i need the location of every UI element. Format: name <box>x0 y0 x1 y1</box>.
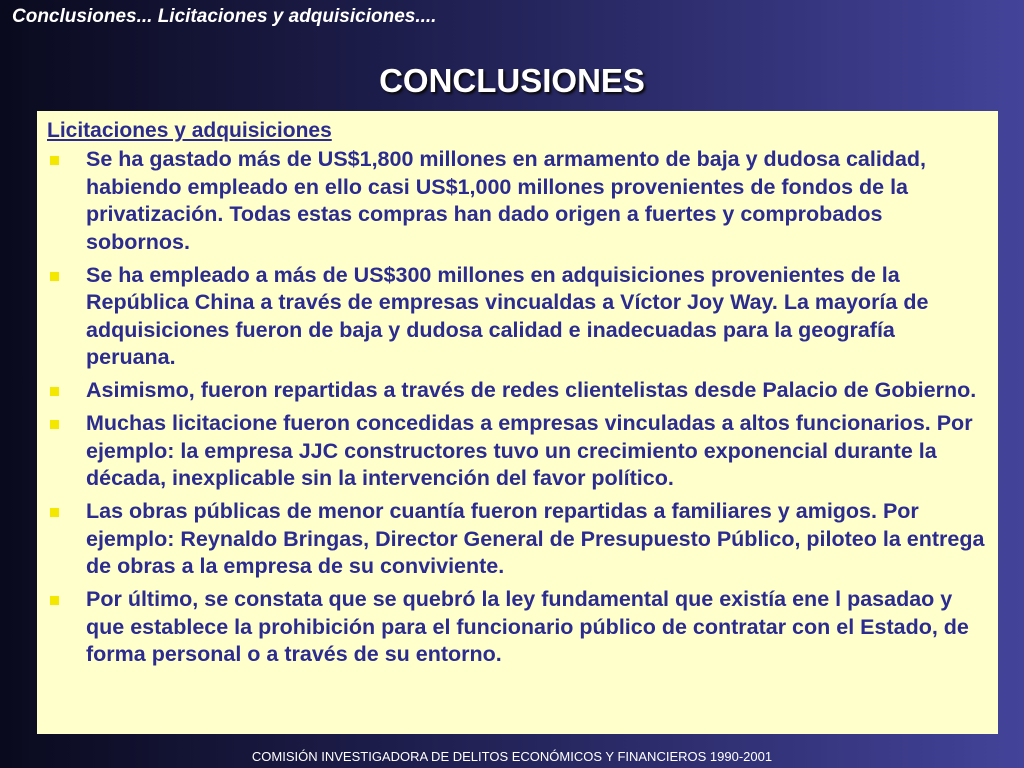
bullet-item <box>47 377 988 405</box>
square-bullet-icon <box>50 420 59 429</box>
bullet-text: Asimismo, fueron repartidas a través de redes clientelistas desde Palacio de Gobierno. <box>86 378 977 402</box>
square-bullet-icon <box>50 272 59 281</box>
bullet-list <box>47 146 988 669</box>
square-bullet-icon <box>50 508 59 517</box>
bullet-text: Muchas licitacione fueron concedidas a empresas vinculadas a altos funcionarios. Por ejemplo: la empresa JJC constructores tuvo un crecimiento exponencial durante la década, inexplicable sin la intervención del favor político. <box>86 411 973 490</box>
bullet-text: Se ha gastado más de US$1,800 millones en armamento de baja y dudosa calidad, habiendo empleado en ello casi US$1,000 millones provenientes de fondos de la privatización. Todas estas compras han dado origen a fuertes y comprobados sobornos. <box>86 147 927 254</box>
square-bullet-icon <box>50 387 59 396</box>
square-bullet-icon <box>50 156 59 165</box>
slide-main-title: CONCLUSIONES <box>379 62 645 99</box>
bullet-item <box>47 498 988 581</box>
bullet-item <box>47 586 988 669</box>
slide-footer: COMISIÓN INVESTIGADORA DE DELITOS ECONÓMICOS Y FINANCIEROS 1990-2001 <box>251 749 773 764</box>
bullet-text: Se ha empleado a más de US$300 millones en adquisiciones provenientes de la República China a través de empresas vincualdas a Víctor Joy Way. La mayoría de adquisiciones fueron de baja y dudosa calidad e inadecuadas para la geografía peruana. <box>86 262 929 369</box>
bullet-item <box>47 262 988 372</box>
slide-header-title: Conclusiones... Licitaciones y adquisiciones.... <box>12 6 437 27</box>
bullet-text: Por último, se constata que se quebró la ley fundamental que existía ene l pasadao y que establece la prohibición para el funcionario público de contratar con el Estado, de forma personal o a través de su entorno. <box>86 587 969 666</box>
bullet-item <box>47 410 988 493</box>
square-bullet-icon <box>50 596 59 605</box>
bullet-text: Las obras públicas de menor cuantía fueron repartidas a familiares y amigos. Por ejemplo: Reynaldo Bringas, Director General de Presupuesto Público, piloteo la entrega de obras a la empresa de su conviviente. <box>86 499 985 578</box>
section-heading: Licitaciones y adquisiciones <box>47 119 332 142</box>
content-box <box>37 111 998 734</box>
bullet-item <box>47 146 988 256</box>
